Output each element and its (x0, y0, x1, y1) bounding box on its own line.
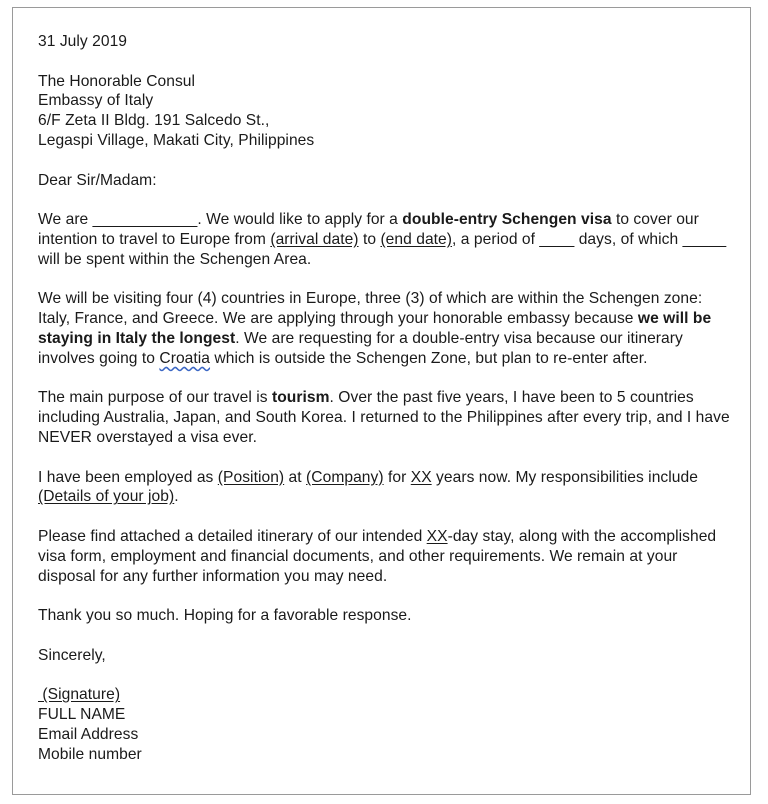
paragraph-attachments (38, 527, 738, 586)
email-address: Email Address (38, 725, 139, 743)
paragraph-employment (38, 468, 738, 508)
job-details-placeholder: (Details of your job) (38, 488, 175, 506)
text: which is outside the Schengen Zone, but plan to re-enter after. (210, 349, 648, 367)
recipient-embassy: Embassy of Italy (38, 92, 154, 110)
text: , a period of (452, 230, 540, 248)
text: . We would like to apply for a (197, 211, 403, 229)
text: at (284, 468, 307, 486)
text: The main purpose of our travel is (38, 389, 272, 407)
text: I have been employed as (38, 468, 218, 486)
recipient-address (38, 72, 738, 151)
text: -day stay, along with the accomplished visa form, employment and financial documents, and other requirements. We remain at your disposal for any further information you may need. (38, 527, 717, 585)
end-date-placeholder: (end date) (380, 230, 453, 248)
blank-days: ____ (539, 230, 575, 248)
visa-type-bold: double-entry Schengen visa (402, 211, 612, 229)
blank-schengen-days: _____ (682, 230, 727, 248)
recipient-city: Legaspi Village, Makati City, Philippines (38, 131, 315, 149)
signature-line (38, 685, 738, 705)
position-placeholder: (Position) (217, 468, 285, 486)
years-placeholder: XX (410, 468, 432, 486)
text: to (358, 230, 381, 248)
recipient-title: The Honorable Consul (38, 72, 196, 90)
text: days, of which (574, 230, 683, 248)
company-placeholder: (Company) (306, 468, 384, 486)
text: We are (38, 211, 93, 229)
paragraph-purpose (38, 388, 738, 447)
text: for (383, 468, 411, 486)
text: . We are requesting for a double-entry visa because our itinerary involves going to (38, 329, 683, 367)
letter-page (12, 7, 751, 795)
stay-days-placeholder: XX (426, 527, 448, 545)
recipient-street: 6/F Zeta II Bldg. 191 Salcedo St., (38, 112, 270, 130)
paragraph-countries (38, 289, 738, 368)
text: years now. My responsibilities include (431, 468, 698, 486)
signature-placeholder: (Signature) (38, 686, 121, 704)
closing: Sincerely, (38, 646, 106, 664)
salutation: Dear Sir/Madam: (38, 171, 157, 189)
text: . Over the past five years, I have been to 5 countries including Australia, Japan, and South Korea. I returned to the Philippines after every trip, and I have NEVER overstayed a visa ever. (38, 389, 730, 446)
italy-longest-bold: we will be staying in Italy the longest (38, 310, 712, 347)
text: We will be visiting four (4) countries in Europe, three (3) of which are within the Schengen zone: Italy, France, and Greece. We are applying through your honorable embassy because (38, 290, 703, 328)
text: Please find attached a detailed itinerary of our intended (38, 527, 427, 545)
mobile-number: Mobile number (38, 745, 142, 763)
arrival-date-placeholder: (arrival date) (270, 230, 359, 248)
signature-block (38, 685, 738, 764)
blank-name: ____________ (92, 211, 198, 229)
text: to cover our intention to travel to Europe from (38, 211, 699, 248)
text: will be spent within the Schengen Area. (38, 250, 312, 268)
letter-body (38, 32, 738, 764)
tourism-bold: tourism (271, 389, 330, 407)
paragraph-intro (38, 210, 738, 269)
paragraph-thanks: Thank you so much. Hoping for a favorable response. (38, 607, 412, 625)
croatia-spellcheck: Croatia (159, 349, 211, 367)
letter-date: 31 July 2019 (38, 33, 128, 50)
full-name: FULL NAME (38, 706, 126, 724)
text: . (174, 488, 179, 506)
